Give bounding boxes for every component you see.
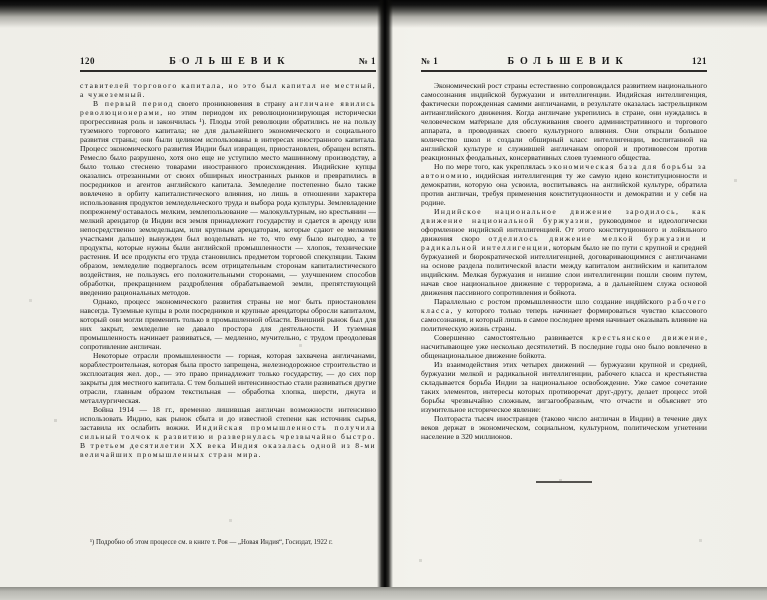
emphasized-text: экономическая база для борьбы за автономию [421,162,707,180]
text-segment: , но этим периодом их революционизирующая исторически прогрессивная роль и закончилась ¹). Плоды этой революции обратились не на пользу туземного торгового капитала; не для дальнейшего экономического и социального развития страны; они были целиком использованы в интересах иностранного капитала. Процесс экономического развития Индии был извращен, приостановлен, обращен вспять. Ремесло было разрушено, хотя оно еще не уступило место машинному производству, а было только стеснено товарами иностранного происхождения. Индийские купцы оказались отрезанными от своих обширных иностранных рынков и превратились в посредников и агентов английского капитала. Земледелие постепенно было также вовлечено в орбиту капиталистического влияния, но лишь в отношении характера использования продуктов земледельческого труда и выбора рода культуры. Землевладение попрежнему оставалось мелким, землепользование — малокультурным, но крестьянин — мелкий арендатор (в Индии вся земля принадлежит государству и сдается в аренду или непосредственно земледельцам, или крупным арендаторам, которые сдают ее мелкими участками дальше) вынужден был возделывать не то, что ему было выгодно, а те продукты, которые нужны были английской промышленности — хлопок, технические растения. И все продукты его труда становились предметом торговой спекуляции. Таким образом, земледелие подвергалось всем отрицательным сторонам капиталистического воздействия, не пользуясь его положительными сторонами, — улучшением способов обработки, прекращением раздробления обрабатываемой земли, препятствующей введению рациональных методов. [80,108,376,297]
text-segment: Полтораста тысяч иностранцев (таково число англичан в Индии) в течение двух веков держат в экономическом, социальном, культурном, политическом угнетении население в 320 миллионов. [421,414,707,441]
paragraph [80,99,376,297]
paragraph [421,360,707,414]
book-spine [377,0,393,590]
right-page-body [421,81,707,461]
text-segment: Совершенно самостоятельно развивается [434,333,593,342]
header-rule [80,70,376,72]
left-page-number: 120 [80,56,95,66]
text-segment: , насчитывающее уже несколько десятилетий. В последние годы оно было вовлечено в общенациональное движение бойкота. [421,333,707,360]
text-segment: Некоторые отрасли промышленности — горная, которая захвачена англичанами, кораблестроительная, которая была просто запрещена, железнодорожное строительство и эксплоатация жел. дор., — это право принадлежит только государству, — до сих пор закрыты для местного капитала. С тем большей интенсивностью стали развиваться другие отрасли, главным образом текстильная — обработка хлопка, шерсти, джута и металлургическая. [80,351,376,405]
emphasized-text: англичане явились революционерами [80,99,376,117]
header-rule [421,70,707,72]
paragraph [80,405,376,459]
emphasized-text: крестьянское движение [592,333,706,342]
paragraph [80,81,376,99]
right-page-header [421,56,707,67]
text-segment: своего проникновения в страну [173,99,290,108]
emphasized-text: рабочего класса [421,297,707,315]
text-segment: , которым было не по пути с крупной и средней буржуазией и бюрократической интеллигенцией, договаривающимися с англичанами на основе раздела политической власти между капиталом английским и капиталом индийским. Мелкая буржуазия и низшие слои интеллигенции пошли своим путем, начав свое национальное движение с терроризма, а в дальнейшем служа основой движения пассивного сопротивления и бойкота. [421,243,707,297]
emphasized-text: ставителей торгового капитала, но это был капитал не местный, а чужеземный. [80,81,376,99]
emphasized-text: Индийское национальное движение зародилось, как движение национальной буржуазии [421,207,707,225]
paragraph [421,414,707,441]
text-segment: Из взаимодействия этих четырех движений — буржуазии крупной и средней, буржуазии мелкой и радикальной интеллигенции, рабочего класса и крестьянства складывается борьба Индии за национальное освобождение. Уже самое сочетание таких элементов, интересы которых противоречат друг-другу, делает процесс этой борьбы чрезвычайно сложным, зигзагообразным, что отчасти и объясняет это изумительное историческое явление: [421,360,707,414]
text-segment: Однако, процесс экономического развития страны не мог быть приостановлен навсегда. Туземные купцы в роли посредников и крупные арендаторы обросли капиталом, который они могли применить только в промышленной области. Внешний рынок был для них закрыт, земледелие не давало простора для деятельности. И туземная промышленность начинает развиваться, — медленно, мучительно, с трудом преодолевая сопротивление англичан. [80,297,376,351]
emphasized-text: В первый период [93,99,174,108]
footnote: ¹) Подробно об этом процессе см. в книге т. Роя — „Новая Индия“, Госиздат, 1922 г. [90,539,333,546]
scan-bottom-edge [0,587,767,600]
paragraph [421,81,707,162]
paragraph [421,207,707,297]
paragraph [80,351,376,405]
text-segment: Параллельно с ростом промышленности шло создание индийского [434,297,668,306]
emphasized-text: отделилось движение мелкой буржуазии и радикальной интеллигенции [421,234,707,252]
text-segment: , индийская интеллигенция ту же самую идею конституционности и демократии, которую она усвоила, воспитываясь на английской культуре, обратила против англичан, требуя применения конституционности и демократии и у себя на родине. [421,171,707,207]
article-end-divider [536,481,592,483]
right-page-number: 121 [691,56,707,66]
paragraph [80,297,376,351]
left-page-header [80,56,376,67]
journal-title: БОЛЬШЕВИК [507,56,629,67]
journal-title: БОЛЬШЕВИК [169,56,291,67]
text-segment: Война 1914 — 18 гг., временно лишившая англичан возможности интенсивно использовать Индию, как рынок сбыта и до известной степени как источник сырья, заставила их ослабить вожжи. [80,405,376,432]
left-page [80,56,376,554]
paragraph [421,297,707,333]
text-segment: , руководимое и идеологически оформленное индийской интеллигенцией. От этого конституционного и лойяльного движения скоро [421,216,707,243]
issue-number: № 1 [358,56,376,66]
scan-noise-speckles [0,0,1,1]
emphasized-text: Индийская промышленность получила сильный толчок к развитию и развернулась чрезвычайно быстро. В третьем десятилетии XX века Индия оказалась одной из 8-ми величайших промышленных стран мира. [80,423,376,459]
text-segment: Но по мере того, как укреплялась [434,162,549,171]
paragraph [421,333,707,360]
right-page [421,56,707,483]
left-page-body [80,81,376,530]
text-segment: Экономический рост страны естественно сопровождался развитием национального самосознания индийской буржуазии и интеллигенции. Индийская интеллигенция, фактически порожденная самими англичанами, в результате оказалась застрельщиком антианглийского движения. Когда англичане укрепились в стране, они нуждались в человеческом материале для обслуживания своего административного и торгового аппарата, в проводниках своего культурного влияния. Они открыли большое количество школ и создали обширный класс интеллигенции, воспитанной на английской культуре и служившей англичанам опорой и противовесом против реакционных феодальных, консервативных слоев туземного общества. [421,81,707,162]
issue-number: № 1 [421,56,439,66]
paragraph [421,162,707,207]
text-segment: , у которого только теперь начинает формироваться чувство классового самосознания, и который лишь в самое последнее время начинает оказывать влияние на политическую жизнь страны. [421,306,707,333]
